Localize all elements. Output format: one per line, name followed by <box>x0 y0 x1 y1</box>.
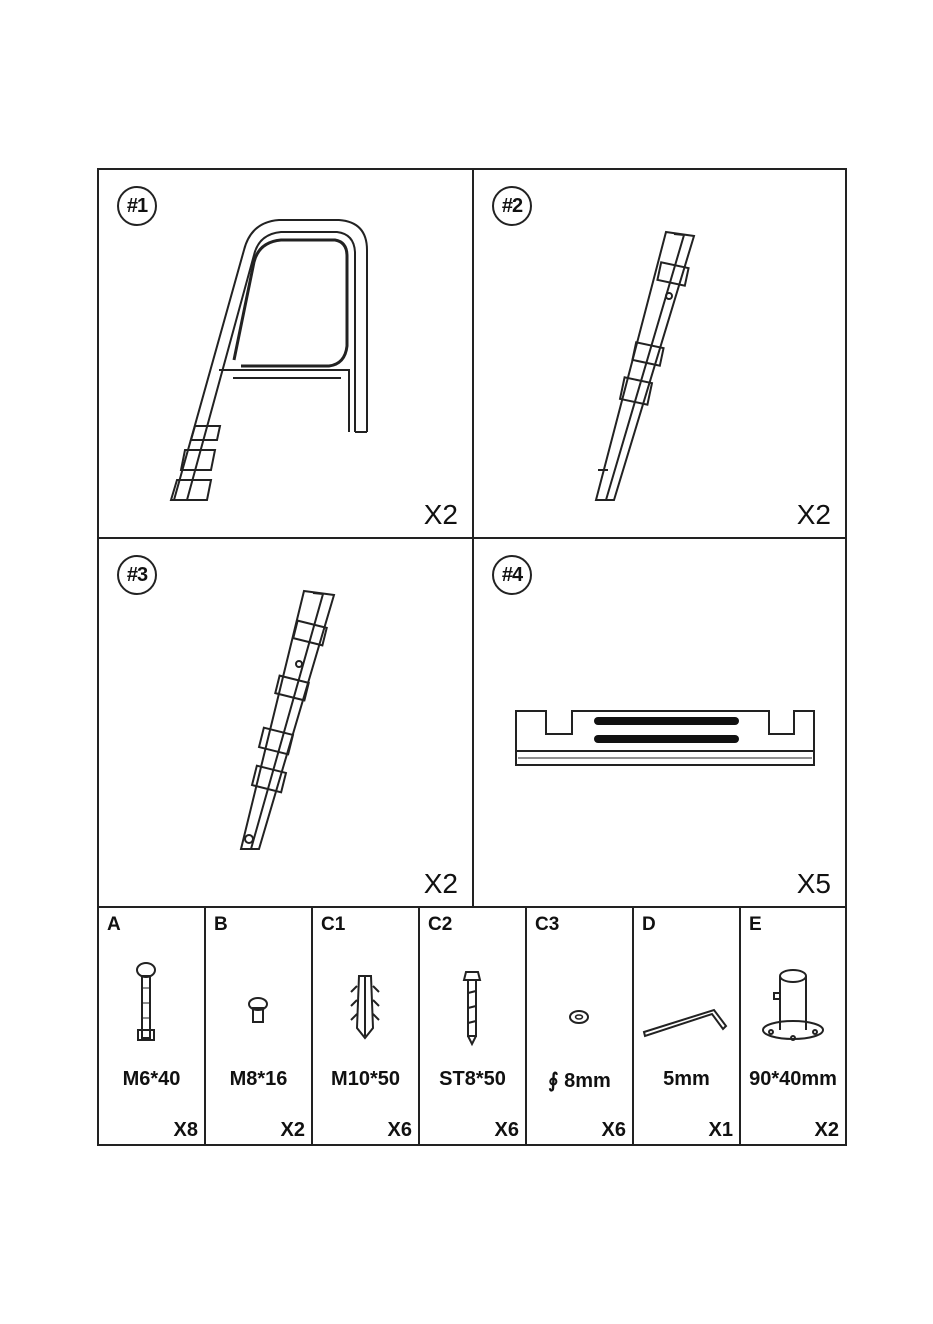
hardware-id: D <box>642 914 656 935</box>
hardware-item-a <box>99 908 206 1144</box>
hardware-item-b <box>206 908 313 1144</box>
hardware-size: M8*16 <box>229 1068 288 1090</box>
hardware-size: M10*50 <box>331 1068 400 1090</box>
washer-icon <box>527 948 632 1058</box>
part-panel-2 <box>474 170 845 539</box>
hardware-item-e <box>741 908 845 1144</box>
hardware-quantity: X8 <box>173 1119 198 1141</box>
bolt-nut-icon <box>99 948 204 1058</box>
ladder-step-icon <box>474 539 843 906</box>
part-number-badge: #2 <box>492 186 532 226</box>
hardware-item-c2 <box>420 908 527 1144</box>
hardware-quantity: X6 <box>387 1119 412 1141</box>
wall-anchor-icon <box>313 948 418 1058</box>
part-quantity: X2 <box>796 499 831 530</box>
hardware-quantity: X2 <box>280 1119 305 1141</box>
screw-icon <box>420 948 525 1058</box>
hardware-item-c1 <box>313 908 420 1144</box>
hardware-item-c3 <box>527 908 634 1144</box>
part-panel-3 <box>99 539 474 908</box>
hardware-row <box>99 908 845 1144</box>
hardware-id: C2 <box>428 914 453 935</box>
part-quantity: X5 <box>796 868 831 899</box>
ladder-frame-icon <box>99 170 472 537</box>
part-quantity: X2 <box>423 499 458 530</box>
short-bolt-icon <box>206 948 311 1058</box>
hardware-item-d <box>634 908 741 1144</box>
part-number-badge: #4 <box>492 555 532 595</box>
hardware-quantity: X1 <box>708 1119 733 1141</box>
flange-base-icon <box>741 948 845 1058</box>
hardware-size: 90*40mm <box>749 1068 837 1090</box>
parts-list-sheet <box>97 168 847 1146</box>
hardware-id: E <box>749 914 762 935</box>
hardware-size: ∮ 8mm <box>548 1070 611 1092</box>
ladder-rail-icon <box>99 539 472 906</box>
hardware-size: M6*40 <box>122 1068 181 1090</box>
hardware-size: ST8*50 <box>439 1068 506 1090</box>
hardware-id: B <box>214 914 228 935</box>
part-panel-1 <box>99 170 474 539</box>
part-number-badge: #3 <box>117 555 157 595</box>
hardware-id: A <box>107 914 121 935</box>
hardware-quantity: X2 <box>814 1119 839 1141</box>
part-quantity: X2 <box>423 868 458 899</box>
part-number-badge: #1 <box>117 186 157 226</box>
hardware-id: C3 <box>535 914 560 935</box>
part-panel-4 <box>474 539 845 908</box>
allen-key-icon <box>634 948 739 1058</box>
hardware-quantity: X6 <box>601 1119 626 1141</box>
ladder-rail-icon <box>474 170 843 537</box>
hardware-size: 5mm <box>663 1068 710 1090</box>
hardware-id: C1 <box>321 914 346 935</box>
hardware-quantity: X6 <box>494 1119 519 1141</box>
